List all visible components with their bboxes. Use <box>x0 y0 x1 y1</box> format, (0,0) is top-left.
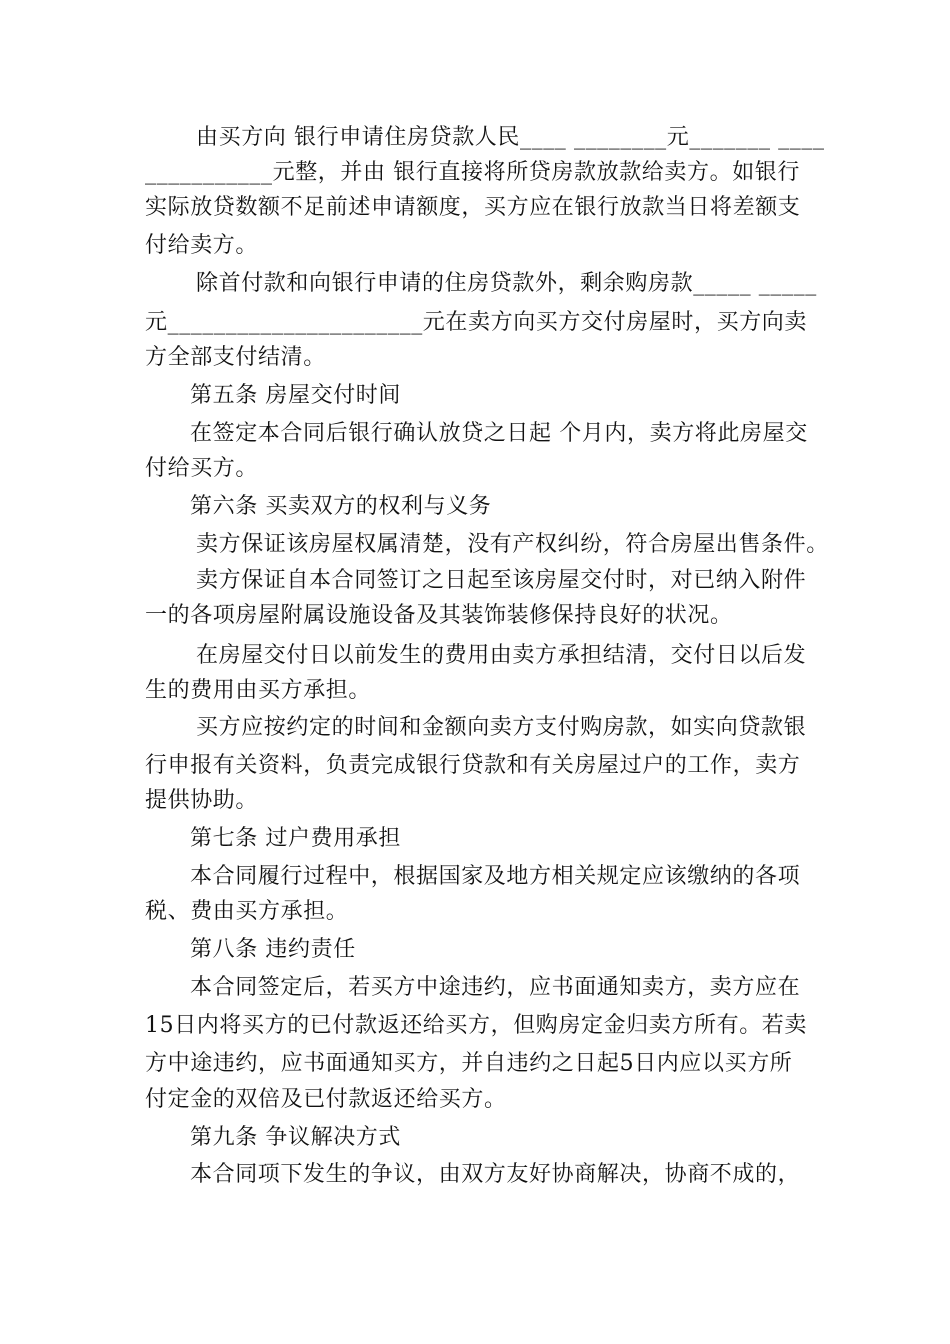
paragraph-line: 买方应按约定的时间和金额向卖方支付购房款，如实向贷款银 <box>196 715 807 740</box>
paragraph-line: 税、费由买方承担。 <box>145 899 349 924</box>
paragraph-line: 15日内将买方的已付款返还给买方，但购房定金归卖方所有。若卖 <box>145 1013 807 1038</box>
section-heading: 第八条 违约责任 <box>190 937 356 962</box>
paragraph-line: 付定金的双倍及已付款返还给买方。 <box>145 1087 507 1112</box>
paragraph-line: 卖方保证该房屋权属清楚，没有产权纠纷，符合房屋出售条件。 <box>196 532 829 557</box>
section-heading: 第五条 房屋交付时间 <box>190 383 401 408</box>
paragraph-line: 本合同签定后，若买方中途违约，应书面通知卖方，卖方应在 <box>190 975 801 1000</box>
paragraph-line: 方中途违约，应书面通知买方，并自违约之日起5日内应以买方所 <box>145 1051 793 1076</box>
section-heading: 第九条 争议解决方式 <box>190 1125 401 1150</box>
paragraph-line: 元______________________元在卖方向买方交付房屋时，买方向卖 <box>145 310 808 335</box>
paragraph-line: 方全部支付结清。 <box>145 345 326 370</box>
paragraph-line: 除首付款和向银行申请的住房贷款外，剩余购房款_____ _____ <box>196 271 817 296</box>
paragraph-line: 本合同履行过程中，根据国家及地方相关规定应该缴纳的各项 <box>190 864 801 889</box>
paragraph-line: 本合同项下发生的争议，由双方友好协商解决，协商不成的， <box>190 1162 801 1187</box>
paragraph-line: 生的费用由买方承担。 <box>145 678 372 703</box>
paragraph-line: 行申报有关资料，负责完成银行贷款和有关房屋过户的工作，卖方 <box>145 753 801 778</box>
paragraph-line: 提供协助。 <box>145 788 259 813</box>
paragraph-line: 一的各项房屋附属设施设备及其装饰装修保持良好的状况。 <box>145 603 733 628</box>
paragraph-line: 实际放贷数额不足前述申请额度，买方应在银行放款当日将差额支 <box>145 195 801 220</box>
paragraph-line: 在签定本合同后银行确认放贷之日起 个月内，卖方将此房屋交 <box>190 421 808 446</box>
paragraph-line: 卖方保证自本合同签订之日起至该房屋交付时，对已纳入附件 <box>196 568 807 593</box>
paragraph-line: 付给卖方。 <box>145 233 259 258</box>
section-heading: 第六条 买卖双方的权利与义务 <box>190 494 492 519</box>
section-heading: 第七条 过户费用承担 <box>190 826 401 851</box>
paragraph-line: 付给买方。 <box>145 456 259 481</box>
paragraph-line: 在房屋交付日以前发生的费用由卖方承担结清，交付日以后发 <box>196 643 807 668</box>
paragraph-line: ___________元整，并由 银行直接将所贷房款放款给卖方。如银行 <box>145 160 800 185</box>
paragraph-line: 由买方向 银行申请住房贷款人民____ ________元_______ ____ <box>196 125 825 150</box>
